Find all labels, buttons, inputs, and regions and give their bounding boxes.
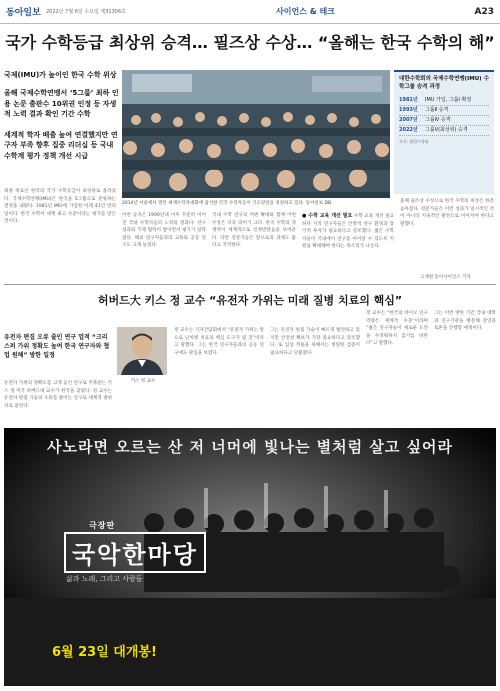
ad-top-text: 사노라면 오르는 산 저 너머에 빛나는 별처럼 살고 싶어라 [46, 438, 454, 456]
section-subhead: ● 수학 교육 개선 필요 [302, 213, 353, 219]
subheadline-a: 올해 국제수학연맹서 ‘5그룹’ 최하 인용 논문 출판수 10위권 인정 등 자생적 노력 결과 확인 기간 수학 [4, 89, 119, 118]
story2-column-2: 정 교수는 기자간담회에서 “유전자 가위는 앞으로 난치병 치료의 핵심 도구가 될 것”이라고 말했다. 그는 한국 연구자들과의 공동 연구에도 관심을 보였다. [174, 328, 264, 356]
story1-column-3: 국내 수학 연구의 저변 확대와 함께 이번 수상은 더욱 의미가 크다. 한국 수학의 경쟁력이 세계적으로 인정받았음을 보여준다. 다만 전문가들은 앞으로의 과제도 많다고 지적한다. [212, 213, 296, 249]
lead-block [4, 70, 119, 161]
story1-column-2: 이번 승격은 1990년대 이후 꾸준히 이어진 국내 수학자들의 노력의 결과다. 연구 성과와 국제 협력이 쌓이면서 평가가 달라졌다. 해외 연구자들과의 교류와 공동 연구도 크게 늘었다. [122, 213, 206, 249]
timeline-row: 1981년 IMU 가입, 그룹Ⅰ 확정 [399, 96, 489, 106]
section-title: 사이언스 & 테크 [276, 7, 335, 16]
timeline-source: 자료: 대한수학회 [399, 139, 429, 145]
timeline-row: 2007년 그룹Ⅳ 승격 [399, 116, 489, 126]
kicker: 국제(IMU)가 높이인 한국 수학 위상 [4, 71, 117, 79]
photo-caption: 2014년 서울에서 열린 세계수학자대회에 참석한 각국 수학자들이 기조강연을 경청하고 있다. 동아일보 DB [122, 201, 332, 206]
subheadline-b: 세계적 학자 배출 높여 연결했지만 연구자 부족 향후 집중 리더십 등 국내 수학계 평가 정책 개선 시급 [4, 130, 118, 160]
ad-logo-small: 극장판 [89, 521, 116, 530]
timeline-row: 1993년 그룹Ⅱ 승격 [399, 106, 489, 116]
issue-date: 2022년 7월 6일 수요일 제31306호 [46, 9, 126, 15]
section-divider [4, 284, 496, 285]
masthead [0, 0, 500, 24]
movie-advertisement[interactable] [4, 428, 496, 686]
ad-subtitle: 삶과 노래, 그리고 사람들 [66, 575, 143, 583]
newspaper-logo: 동아일보 [6, 8, 41, 18]
portrait-photo [117, 327, 167, 375]
main-headline: 국가 수학등급 최상위 승격… 필즈상 수상… “올해는 한국 수학의 해” [5, 33, 495, 52]
page-number: A23 [474, 6, 494, 17]
story1-column-1: 최종 목표인 한국의 국가 수학등급이 최상위로 올라섰다. 국제수학연맹(IMU)은 한국을 5그룹으로 분류하는 결정을 내렸다. 1981년 IMU에 가입한 이래 41년 만의 일이다. 한국 수학이 세계 최고 수준이라는 평가를 받은 것이다. [4, 189, 116, 225]
timeline-title: 대한수학회의 국제수학연맹(IMU) 수학그룹 승격 과정 [399, 76, 489, 90]
story2-column-4: 정 교수는 “한국의 바이오 연구 역량은 세계적 수준”이라며 “젊은 연구자들이 새로운 도전을 두려워하지 않기를 바란다”고 말했다. [366, 311, 428, 347]
ad-movie-title: 국악한마당 [64, 532, 206, 573]
story2-column-5: 그는 이번 방한 기간 국내 대학과 연구기관을 방문해 강연과 토론을 진행할 예정이다. [434, 311, 496, 332]
story2-column-3: 그는 유전자 편집 기술이 빠르게 발전하고 있지만 안전성 확보가 가장 중요하다고 강조했다. 또 임상 적용을 위해서는 정밀한 검증이 필요하다고 덧붙였다. [270, 328, 360, 356]
timeline-box [394, 70, 494, 194]
second-headline: 허버드大 키스 정 교수 “유전자 가위는 미래 질병 치료의 핵심” [97, 294, 403, 307]
story1-column-4: ● 수학 교육 개선 필요 수학 교육 개선 필요하다 지적 연구자들은 안정적 연구 환경과 장기적 투자가 필요하다고 강조했다. 젊은 수학자들이 국내에서 연구를 이어갈 수 있도록 지원을 확대해야 한다는 목소리가 나온다. [302, 213, 394, 250]
audience-photo [122, 70, 390, 198]
second-subheadline: 유전자 편집 오류 줄인 연구 업적 “크리스퍼 가위 정확도 높여 한국 연구자와 협업 원해” 방한 일정 [4, 334, 110, 359]
ad-release-date: 6월 23일 대개봉! [52, 645, 157, 660]
story1-column-5: 올해 필즈상 수상으로 한국 수학의 위상은 한층 높아졌다. 전문가들은 이번 성과가 일시적인 것이 아니라 지속적인 발전으로 이어져야 한다고 말했다. [400, 199, 494, 227]
story2-column-1: 유전자 가위의 정확도를 크게 높인 연구로 주목받는 키스 정 미국 하버드대 교수가 한국을 찾았다. 정 교수는 유전자 편집 기술의 오류를 줄이는 연구로 세계적 권위자로 꼽힌다. [4, 381, 112, 409]
byline: 고재원 동아사이언스 기자 [420, 275, 471, 280]
timeline-row: 2022년 그룹Ⅴ(최상위) 승격 [399, 126, 489, 136]
portrait-caption: 키스 정 교수 [130, 379, 156, 384]
